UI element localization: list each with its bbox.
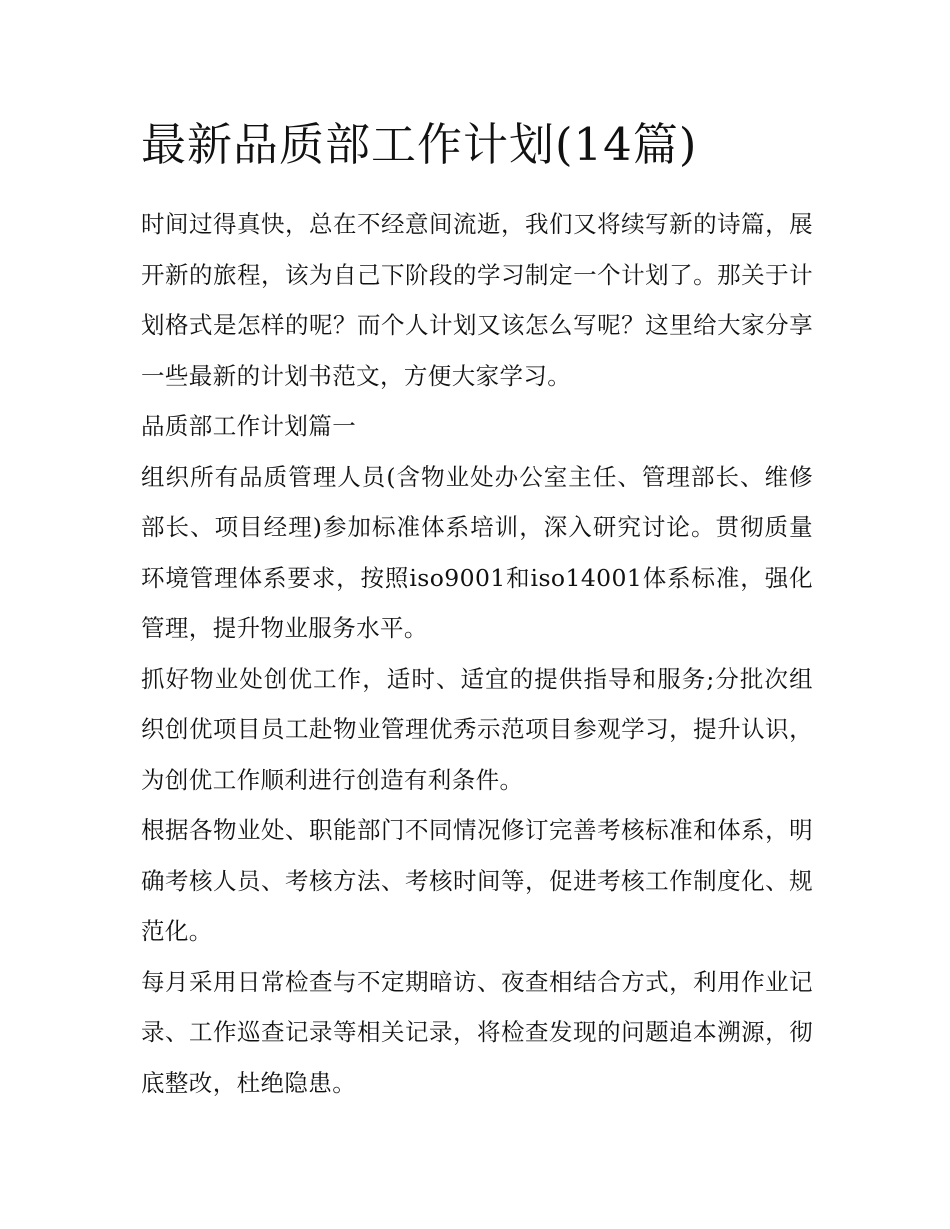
intro-paragraph: 时间过得真快，总在不经意间流逝，我们又将续写新的诗篇，展开新的旅程，该为自己下阶段的学习制定一个计划了。那关于计划格式是怎样的呢？而个人计划又该怎么写呢？这里给大家分享一些最新的计划书范文，方便大家学习。 bbox=[141, 210, 813, 390]
body-paragraph: 组织所有品质管理人员(含物业处办公室主任、管理部长、维修部长、项目经理)参加标准体系培训，深入研究讨论。贯彻质量环境管理体系要求，按照iso9001和iso14001体系标准，强化管理，提升物业服务水平。 bbox=[141, 462, 813, 642]
section-heading: 品质部工作计划篇一 bbox=[141, 412, 357, 440]
document-page bbox=[141, 112, 813, 1108]
body-paragraph: 抓好物业处创优工作，适时、适宜的提供指导和服务;分批次组织创优项目员工赴物业管理优秀示范项目参观学习，提升认识，为创优工作顺利进行创造有利条件。 bbox=[141, 664, 813, 794]
body-paragraph: 根据各物业处、职能部门不同情况修订完善考核标准和体系，明确考核人员、考核方法、考核时间等，促进考核工作制度化、规范化。 bbox=[141, 816, 813, 945]
body-paragraph: 每月采用日常检查与不定期暗访、夜查相结合方式，利用作业记录、工作巡查记录等相关记录，将检查发现的问题追本溯源，彻底整改，杜绝隐患。 bbox=[141, 967, 813, 1097]
document-title: 最新品质部工作计划(14篇) bbox=[141, 118, 698, 171]
